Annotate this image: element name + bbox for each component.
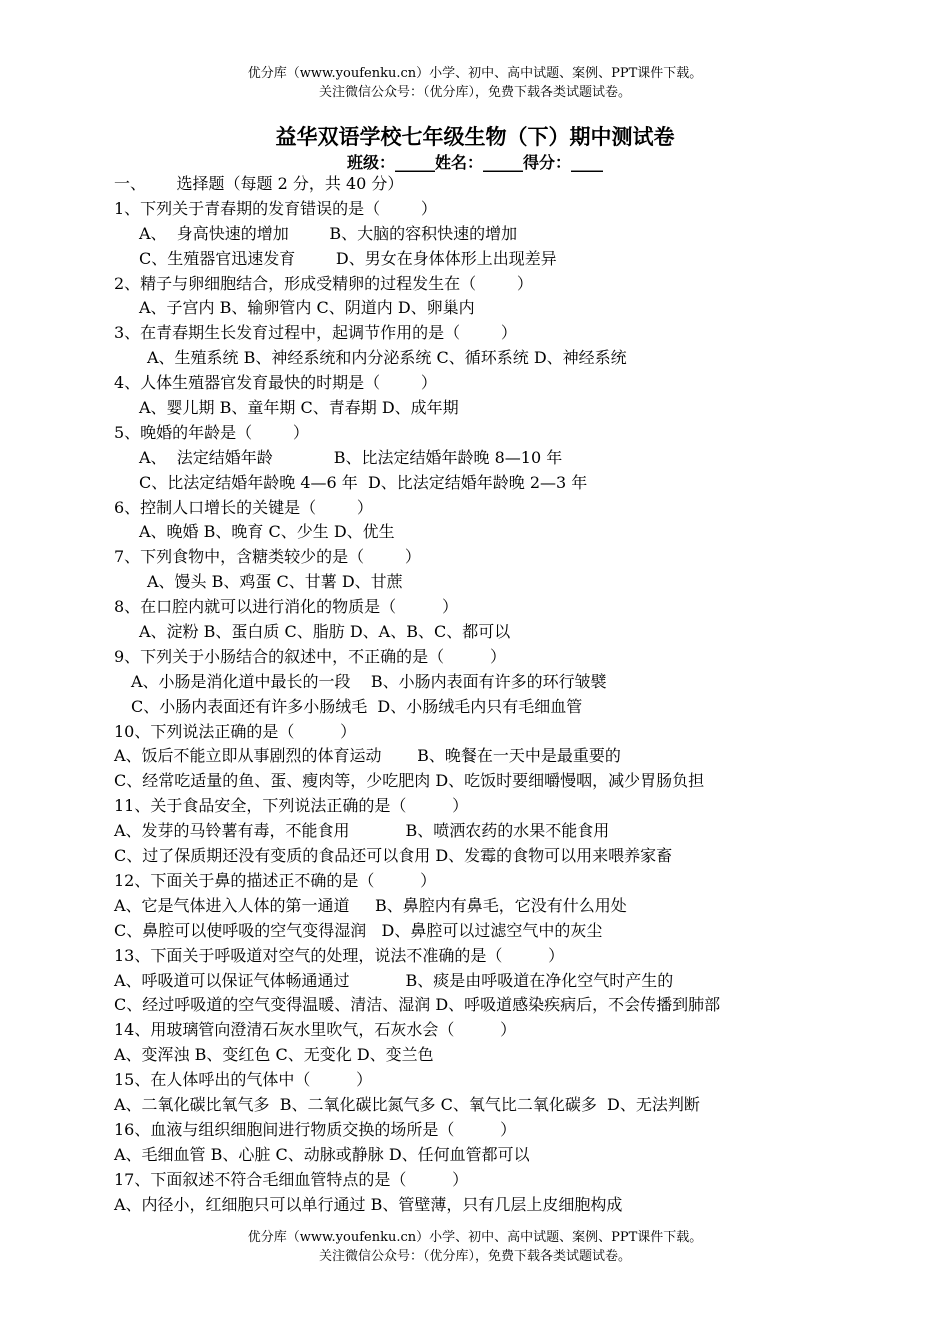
question-list (114, 172, 874, 1217)
question-14: 14、用玻璃管向澄清石灰水里吹气，石灰水会（ ） (114, 1020, 517, 1040)
page-header (0, 64, 950, 102)
question-12-options-ab: A、它是气体进入人体的第一通道 B、鼻腔内有鼻毛，它没有什么用处 (114, 895, 627, 915)
question-8: 8、在口腔内就可以进行消化的物质是（ ） (114, 597, 458, 617)
question-9-options-cd: C、小肠内表面还有许多小肠绒毛 D、小肠绒毛内只有毛细血管 (131, 696, 583, 716)
exam-title: 益华双语学校七年级生物（下）期中测试卷 (275, 124, 675, 149)
question-11: 11、关于食品安全，下列说法正确的是（ ） (114, 796, 469, 816)
question-4: 4、人体生殖器官发育最快的时期是（ ） (114, 373, 437, 393)
question-6: 6、控制人口增长的关键是（ ） (114, 497, 373, 517)
header-line-2: 关注微信公众号：（优分库），免费下载各类试题试卷。 (318, 85, 631, 100)
student-info-line: 班级：_____姓名：_____得分：____ (346, 153, 603, 172)
question-10-options-cd: C、经常吃适量的鱼、蛋、瘦肉等，少吃肥肉 D、吃饭时要细嚼慢咽，减少胃肠负担 (114, 771, 705, 791)
question-7: 7、下列食物中，含糖类较少的是（ ） (114, 547, 421, 567)
question-14-options: A、变浑浊 B、变红色 C、无变化 D、变兰色 (114, 1045, 434, 1065)
question-12: 12、下面关于鼻的描述正不确的是（ ） (114, 870, 437, 890)
question-2: 2、精子与卵细胞结合，形成受精卵的过程发生在（ ） (114, 273, 533, 293)
question-13-options-ab: A、呼吸道可以保证气体畅通通过 B、痰是由呼吸道在净化空气时产生的 (114, 970, 674, 990)
question-16-options: A、毛细血管 B、心脏 C、动脉或静脉 D、任何血管都可以 (114, 1144, 530, 1164)
question-3-options: A、生殖系统 B、神经系统和内分泌系统 C、循环系统 D、神经系统 (147, 348, 627, 368)
question-6-options: A、晚婚 B、晚育 C、少生 D、优生 (139, 522, 395, 542)
question-16: 16、血液与组织细胞间进行物质交换的场所是（ ） (114, 1119, 517, 1139)
question-5-options-cd: C、比法定结婚年龄晚 4—6 年 D、比法定结婚年龄晚 2—3 年 (139, 472, 588, 492)
question-2-options: A、子宫内 B、输卵管内 C、阴道内 D、卵巢内 (139, 298, 475, 318)
question-10: 10、下列说法正确的是（ ） (114, 721, 357, 741)
question-10-options-ab: A、饭后不能立即从事剧烈的体育运动 B、晚餐在一天中是最重要的 (114, 746, 621, 766)
question-9-options-ab: A、小肠是消化道中最长的一段 B、小肠内表面有许多的环行皱襞 (131, 671, 607, 691)
page-footer (0, 1228, 950, 1266)
question-15-options: A、二氧化碳比氧气多 B、二氧化碳比氮气多 C、氧气比二氧化碳多 D、无法判断 (114, 1094, 700, 1114)
question-17: 17、下面叙述不符合毛细血管特点的是（ ） (114, 1169, 469, 1189)
footer-line-1: 优分库（www.youfenku.cn）小学、初中、高中试题、案例、PPT课件下载。 (247, 1230, 703, 1245)
question-8-options: A、淀粉 B、蛋白质 C、脂肪 D、A、B、C、都可以 (139, 622, 511, 642)
question-5-options-ab: A、 法定结婚年龄 B、比法定结婚年龄晚 8—10 年 (139, 447, 563, 467)
question-1: 1、下列关于青春期的发育错误的是（ ） (114, 198, 437, 218)
question-11-options-cd: C、过了保质期还没有变质的食品还可以食用 D、发霉的食物可以用来喂养家畜 (114, 846, 673, 866)
footer-line-2: 关注微信公众号：（优分库），免费下载各类试题试卷。 (318, 1249, 631, 1264)
question-1-options-cd: C、生殖器官迅速发育 D、男女在身体体形上出现差异 (139, 248, 557, 268)
question-7-options: A、馒头 B、鸡蛋 C、甘薯 D、甘蔗 (147, 572, 403, 592)
question-9: 9、下列关于小肠结合的叙述中，不正确的是（ ） (114, 646, 506, 666)
question-13: 13、下面关于呼吸道对空气的处理，说法不准确的是（ ） (114, 945, 565, 965)
question-1-options-ab: A、 身高快速的增加 B、大脑的容积快速的增加 (139, 223, 518, 243)
question-3: 3、在青春期生长发育过程中，起调节作用的是（ ） (114, 323, 517, 343)
question-4-options: A、婴儿期 B、童年期 C、青春期 D、成年期 (139, 398, 459, 418)
question-11-options-ab: A、发芽的马铃薯有毒，不能食用 B、喷洒农药的水果不能食用 (114, 821, 610, 841)
section-heading: 一、 选择题（每题 2 分，共 40 分） (114, 174, 404, 193)
question-15: 15、在人体呼出的气体中（ ） (114, 1070, 373, 1090)
question-13-options-cd: C、经过呼吸道的空气变得温暖、清洁、湿润 D、呼吸道感染疾病后，不会传播到肺部 (114, 995, 721, 1015)
header-line-1: 优分库（www.youfenku.cn）小学、初中、高中试题、案例、PPT课件下载。 (247, 66, 703, 81)
question-5: 5、晚婚的年龄是（ ） (114, 422, 309, 442)
question-17-options-ab: A、内径小，红细胞只可以单行通过 B、管壁薄，只有几层上皮细胞构成 (114, 1194, 623, 1214)
question-12-options-cd: C、鼻腔可以使呼吸的空气变得湿润 D、鼻腔可以过滤空气中的灰尘 (114, 920, 603, 940)
